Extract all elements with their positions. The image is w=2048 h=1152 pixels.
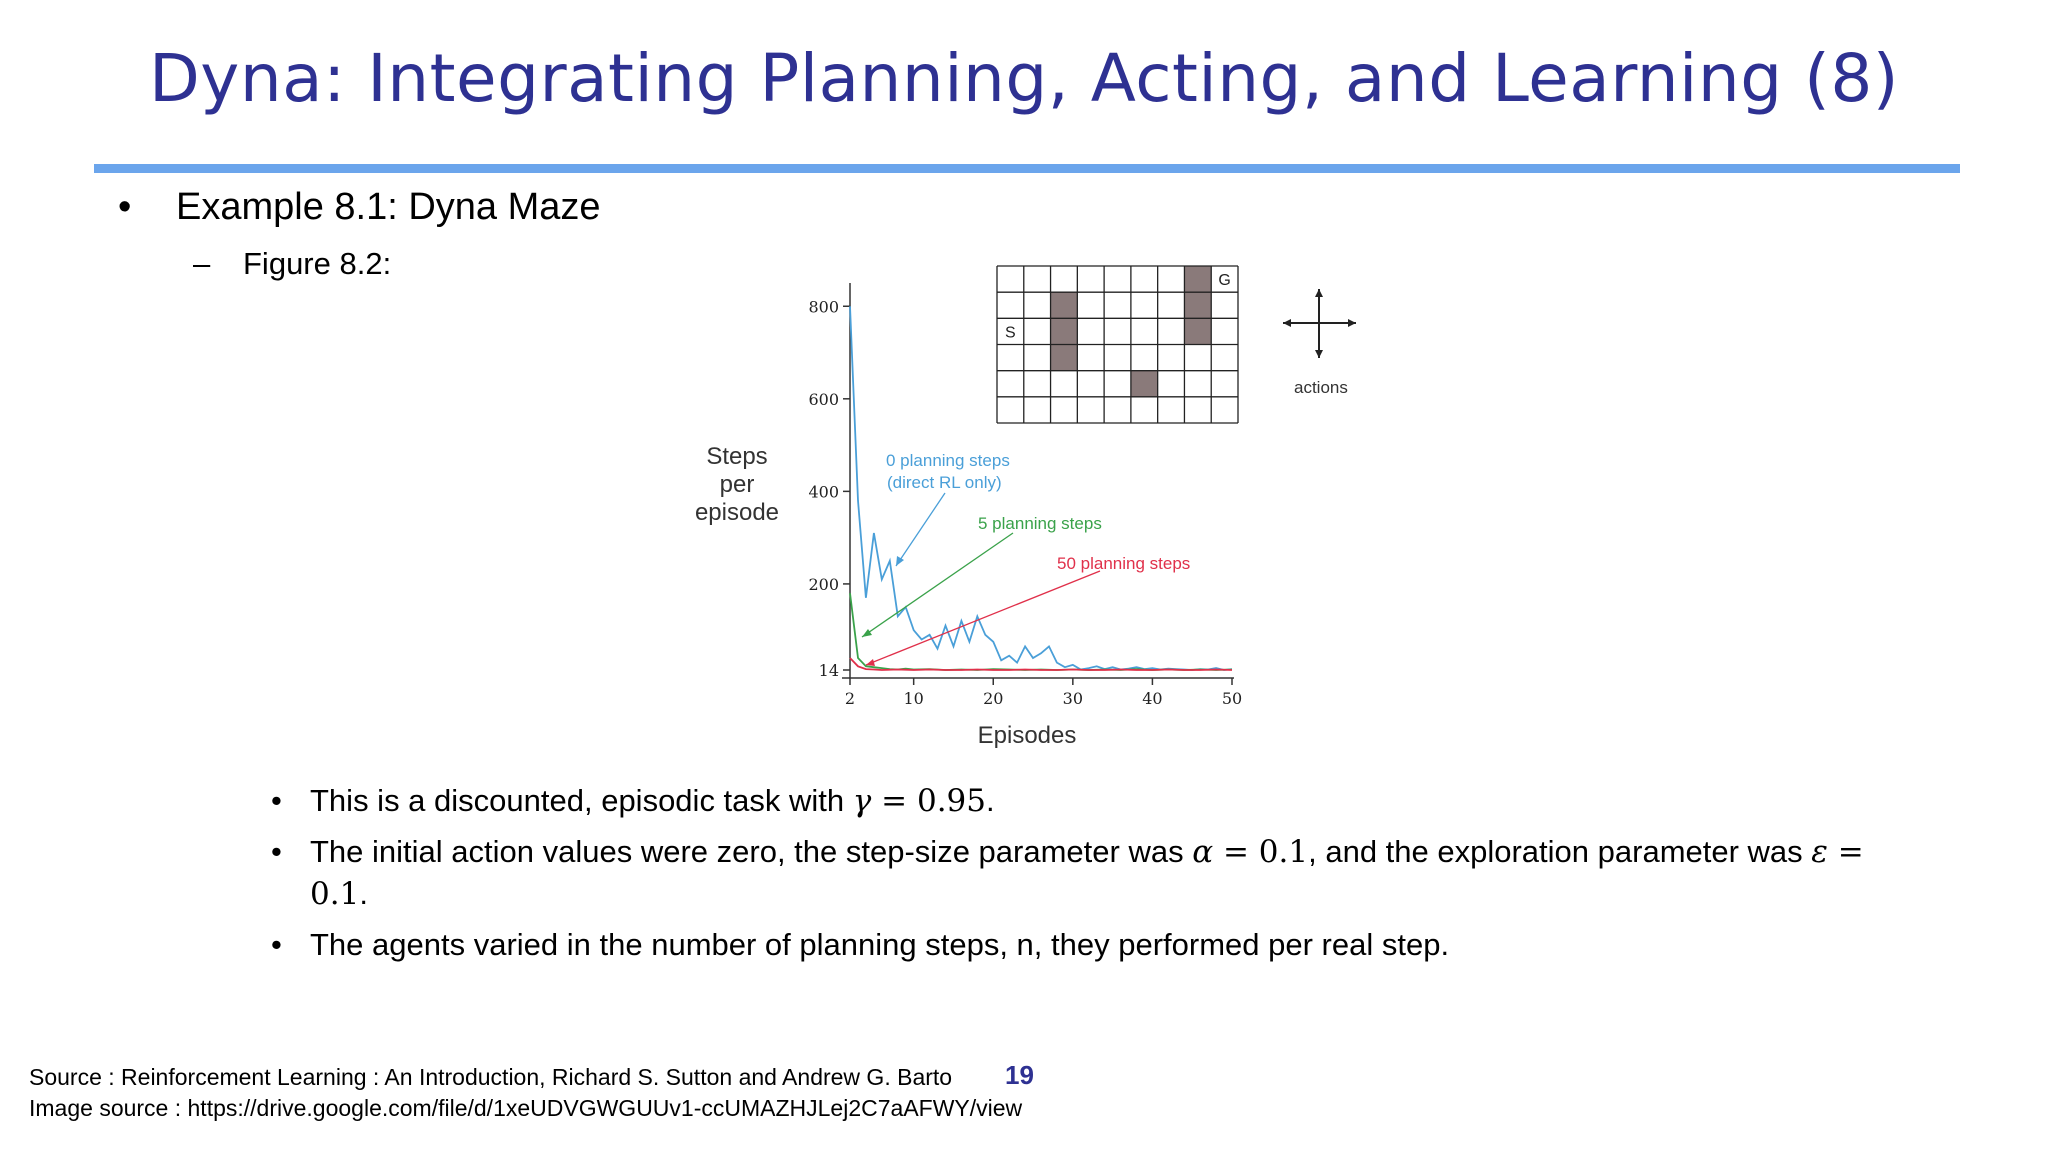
footer-source: Source : Reinforcement Learning : An Introduction, Richard S. Sutton and Andrew G. Barto xyxy=(29,1064,953,1090)
y-axis-label: Steps xyxy=(706,443,768,470)
actions-label: actions xyxy=(1294,378,1348,397)
x-tick-label: 20 xyxy=(983,689,1004,708)
y-axis-label: per xyxy=(719,471,755,498)
footer-image-source: Image source : https://drive.google.com/file/d/1xeUDVGWGUUv1-ccUMAZHJLej2C7aAFWY/view xyxy=(29,1095,1023,1121)
gamma-symbol: γ xyxy=(852,783,872,819)
y-tick-label: 14 xyxy=(818,661,839,680)
x-tick-label: 30 xyxy=(1062,689,1084,708)
bullet-example-text: Example 8.1: Dyna Maze xyxy=(176,186,601,228)
dyna-maze-grid xyxy=(997,266,1238,423)
y-axis-label: episode xyxy=(694,499,780,526)
dyna-maze-chart xyxy=(695,283,1242,749)
arrow-up-icon xyxy=(1315,289,1323,297)
epsilon-symbol: ε xyxy=(1811,834,1828,870)
x-tick-label: 50 xyxy=(1221,689,1243,708)
detail-end: . xyxy=(359,876,368,911)
dash-marker: – xyxy=(193,246,211,281)
maze-wall-cell xyxy=(1051,345,1078,371)
maze-wall-cell xyxy=(1184,292,1211,318)
arrow-right-icon xyxy=(1348,319,1356,327)
alpha-symbol: α xyxy=(1192,834,1214,870)
detail-text-mid: , and the exploration parameter was xyxy=(1308,834,1812,869)
bullet-marker: • xyxy=(271,834,282,869)
detail-text: This is a discounted, episodic task with xyxy=(310,783,853,818)
maze-wall-cell xyxy=(1131,371,1158,397)
annotation-leader-0 xyxy=(896,493,945,566)
y-tick-label: 800 xyxy=(808,297,839,317)
annotation-label: 0 planning steps xyxy=(886,451,1010,470)
x-axis-label: Episodes xyxy=(977,722,1077,749)
page-number: 19 xyxy=(1005,1060,1034,1090)
detail-item xyxy=(271,924,1911,965)
maze-wall-cell xyxy=(1051,292,1078,318)
detail-text: The initial action values were zero, the step-size parameter was xyxy=(310,834,1193,869)
alpha-value: = 0.1 xyxy=(1213,834,1309,870)
maze-wall-cell xyxy=(1184,318,1211,344)
slide-title: Dyna: Integrating Planning, Acting, and Learning (8) xyxy=(148,40,1900,117)
detail-text: The agents varied in the number of planning steps, n, they performed per real step. xyxy=(310,927,1450,962)
detail-item xyxy=(271,831,1911,915)
annotation-label: 5 planning steps xyxy=(978,514,1102,533)
annotation-leader-1 xyxy=(862,533,1013,637)
maze-wall-cell xyxy=(1051,318,1078,344)
maze-wall-cell xyxy=(1184,266,1211,292)
details-list xyxy=(271,780,1911,974)
footer-sources xyxy=(29,1062,1022,1124)
epsilon-value: = 0.1 xyxy=(310,834,1864,912)
arrow-left-icon xyxy=(1283,319,1291,327)
title-divider xyxy=(94,164,1960,173)
y-tick-label: 200 xyxy=(808,574,839,594)
x-tick-label: 40 xyxy=(1142,689,1163,708)
annotation-label: 50 planning steps xyxy=(1057,554,1191,573)
bullet-marker: • xyxy=(271,783,282,818)
arrow-down-icon xyxy=(1315,350,1323,358)
maze-start-label: S xyxy=(1005,324,1016,342)
annotation-arrowhead-1 xyxy=(862,629,872,637)
bullet-marker: • xyxy=(271,927,282,962)
y-tick-label: 600 xyxy=(808,389,839,409)
bullet-example xyxy=(118,186,601,229)
actions-diagram xyxy=(1283,289,1356,397)
detail-item xyxy=(271,780,1911,822)
annotation-leader-2 xyxy=(866,571,1100,665)
bullet-figure-text: Figure 8.2: xyxy=(243,246,392,281)
detail-end: . xyxy=(986,783,995,818)
x-tick-label: 10 xyxy=(903,689,924,708)
x-tick-label: 2 xyxy=(844,689,856,708)
y-tick-label: 400 xyxy=(808,482,839,502)
annotation-arrowhead-0 xyxy=(896,556,904,566)
gamma-value: = 0.95 xyxy=(871,783,987,819)
annotation-arrowhead-2 xyxy=(866,659,875,666)
bullet-marker: • xyxy=(118,186,132,228)
maze-goal-label: G xyxy=(1218,272,1231,290)
series-line-1 xyxy=(850,593,1232,670)
annotation-label: (direct RL only) xyxy=(887,473,1002,492)
